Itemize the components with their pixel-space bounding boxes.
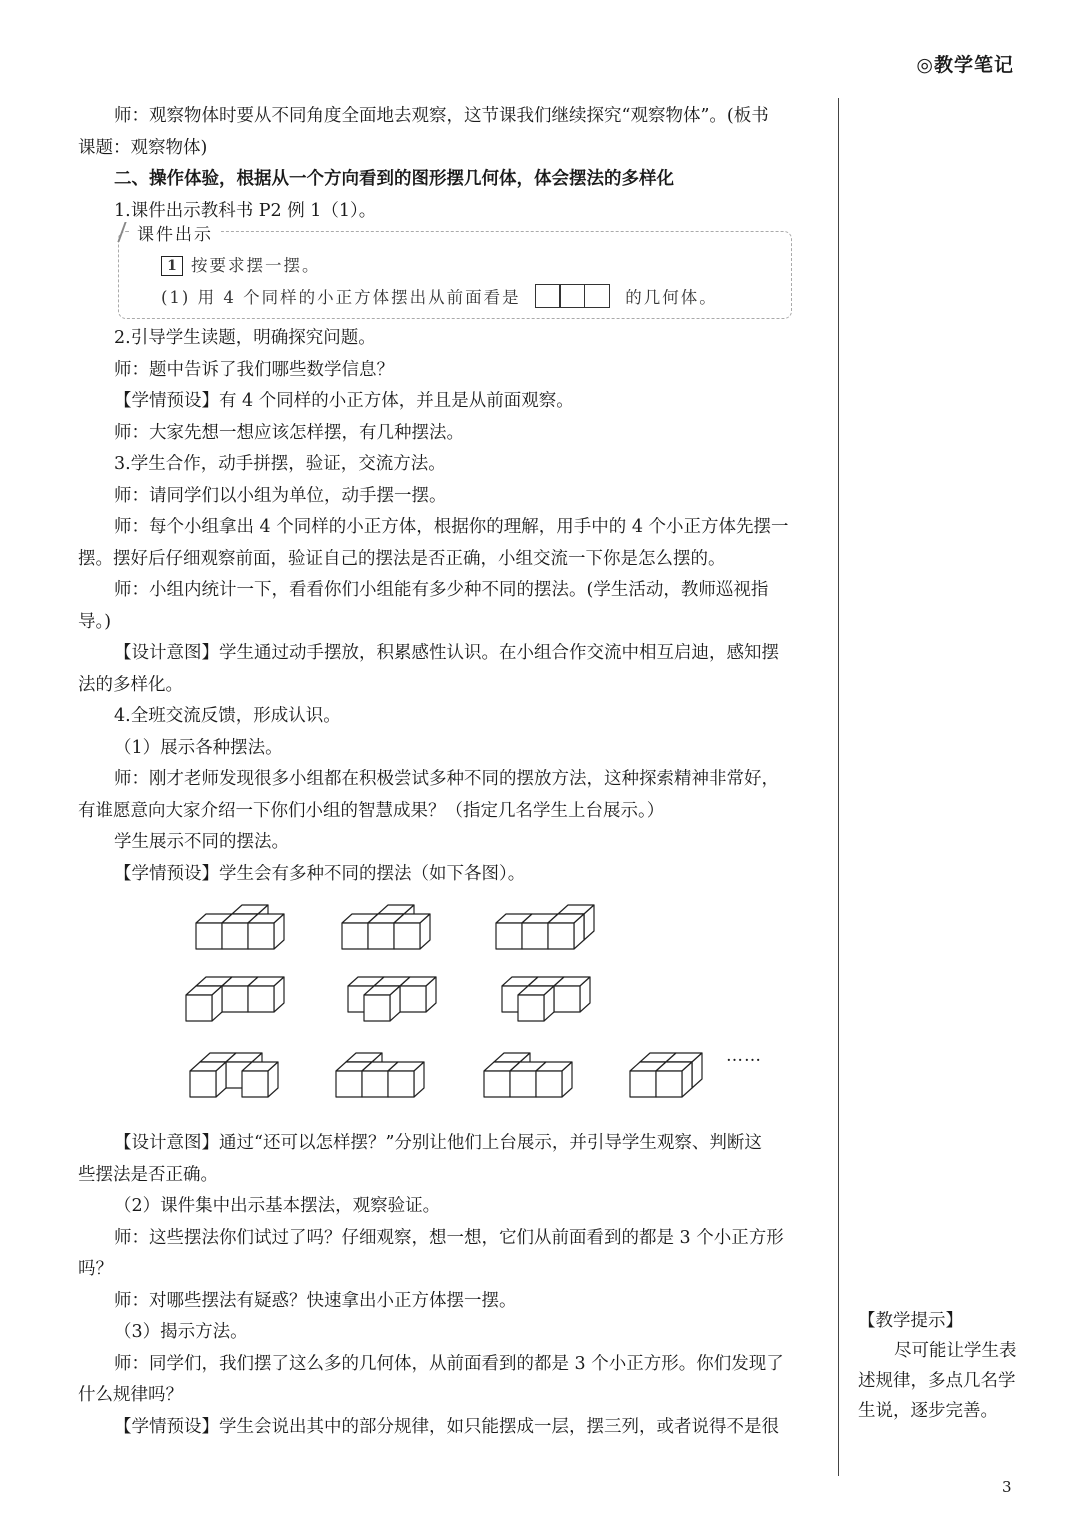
paragraph-line: 【学情预设】有 4 个同样的小正方体，并且是从前面观察。	[114, 391, 574, 411]
cube-arrangements-figure	[78, 894, 830, 1126]
paragraph-line: 2.引导学生读题，明确探究问题。	[114, 328, 376, 348]
teaching-tip-line: 生说，逐步完善。	[858, 1401, 998, 1421]
paragraph-line: 师：同学们，我们摆了这么多的几何体，从前面看到的都是 3 个小正方形。你们发现了	[114, 1353, 784, 1374]
cube-arrangement-icon	[334, 1042, 426, 1099]
paragraph-line: 师：每个小组拿出 4 个同样的小正方体，根据你的理解，用手中的 4 个小正方体先摆一	[114, 517, 789, 537]
paragraph-line: 4.全班交流反馈，形成认识。	[114, 706, 341, 726]
paragraph-line: 师：这些摆法你们试过了吗？仔细观察，想一想，它们从前面看到的都是 3 个小正方形	[114, 1227, 784, 1248]
paragraph-line: 有谁愿意向大家介绍一下你们小组的智慧成果？（指定几名学生上台展示。）	[78, 800, 665, 821]
cube-arrangement-icon	[194, 894, 286, 951]
cube-arrangement-icon	[188, 1042, 280, 1099]
paragraph-line: 师：刚才老师发现很多小组都在积极尝试多种不同的摆放方法，这种探索精神非常好，	[114, 769, 779, 789]
teaching-tip-line: 尽可能让学生表	[894, 1341, 1017, 1361]
cube-arrangement-icon	[340, 894, 432, 951]
paragraph-line: 吗？	[78, 1259, 113, 1279]
paragraph-line: 些摆法是否正确。	[78, 1164, 218, 1185]
header-title: ◎教学笔记	[916, 54, 1014, 76]
paragraph-line: 二、操作体验，根据从一个方向看到的图形摆几何体，体会摆法的多样化	[114, 169, 674, 189]
example-number: 1	[161, 256, 183, 276]
paragraph-line: 1.课件出示教科书 P2 例 1（1）。	[114, 200, 377, 221]
paragraph-line: 【学情预设】学生会说出其中的部分规律，如只能摆成一层，摆三列，或者说得不是很	[114, 1416, 779, 1437]
paragraph-line: 导。)	[78, 611, 112, 632]
courseware-callout	[118, 225, 792, 319]
paragraph-line: 摆。摆好后仔细观察前面，验证自己的摆法是否正确，小组交流一下你是怎么摆的。	[78, 548, 726, 569]
paragraph-line: （1）展示各种摆法。	[114, 737, 283, 758]
paragraph-line: 师：请同学们以小组为单位，动手摆一摆。	[114, 485, 447, 506]
paragraph-line: 师：对哪些摆法有疑惑？快速拿出小正方体摆一摆。	[114, 1290, 517, 1311]
cube-arrangement-icon	[482, 1042, 574, 1099]
paragraph-line: 学生展示不同的摆法。	[114, 832, 289, 852]
paragraphs-bottom	[78, 1128, 830, 1443]
paragraph-line: 课题：观察物体)	[78, 137, 208, 158]
cube-arrangement-icon	[336, 966, 438, 1023]
three-squares-icon	[536, 284, 610, 312]
callout-task	[161, 252, 321, 276]
callout-line1: 按要求摆一摆。	[191, 256, 321, 275]
paragraph-line: 师：大家先想一想应该怎样摆，有几种摆法。	[114, 422, 464, 443]
paragraph-line: （2）课件集中出示基本摆法，观察验证。	[114, 1196, 441, 1216]
cube-arrangement-icon	[628, 1042, 704, 1099]
teaching-tip	[858, 1306, 1048, 1426]
teaching-tip-line: 述规律，多点几名学	[858, 1371, 1016, 1391]
cube-arrangement-icon	[494, 894, 596, 951]
ellipsis: ……	[726, 1046, 762, 1066]
callout-line2-prefix: (1) 用 4 个同样的小正方体摆出从前面看是	[161, 288, 521, 307]
paragraphs-top	[78, 101, 830, 227]
cube-arrangement-icon	[184, 966, 286, 1023]
paragraph-line: 【学情预设】学生会有多种不同的摆法（如下各图）。	[114, 863, 526, 884]
main-content	[78, 101, 830, 1443]
page-number: 3	[1002, 1478, 1012, 1496]
cube-arrangement-icon	[490, 966, 592, 1023]
callout-question	[161, 284, 718, 312]
paragraph-line: 法的多样化。	[78, 674, 183, 695]
paragraphs-mid	[78, 323, 830, 890]
paragraph-line: 3.学生合作，动手拼摆，验证，交流方法。	[114, 454, 446, 474]
paragraph-line: 师：小组内统计一下，看看你们小组能有多少种不同的摆法。(学生活动，教师巡视指	[114, 580, 769, 600]
margin-divider	[838, 98, 839, 1476]
callout-tag: 课件出示	[129, 220, 221, 245]
teaching-tip-title: 【教学提示】	[858, 1311, 963, 1331]
paragraph-line: 什么规律吗？	[78, 1385, 183, 1405]
paragraph-line: 师：题中告诉了我们哪些数学信息？	[114, 359, 394, 380]
paragraph-line: 【设计意图】通过“还可以怎样摆？”分别让他们上台展示，并引导学生观察、判断这	[114, 1133, 762, 1153]
paragraph-line: 【设计意图】学生通过动手摆放，积累感性认识。在小组合作交流中相互启迪，感知摆	[114, 643, 779, 663]
callout-line2-suffix: 的几何体。	[625, 288, 718, 307]
paragraph-line: 师：观察物体时要从不同角度全面地去观察，这节课我们继续探究“观察物体”。(板书	[114, 106, 769, 126]
paragraph-line: （3）揭示方法。	[114, 1322, 248, 1342]
